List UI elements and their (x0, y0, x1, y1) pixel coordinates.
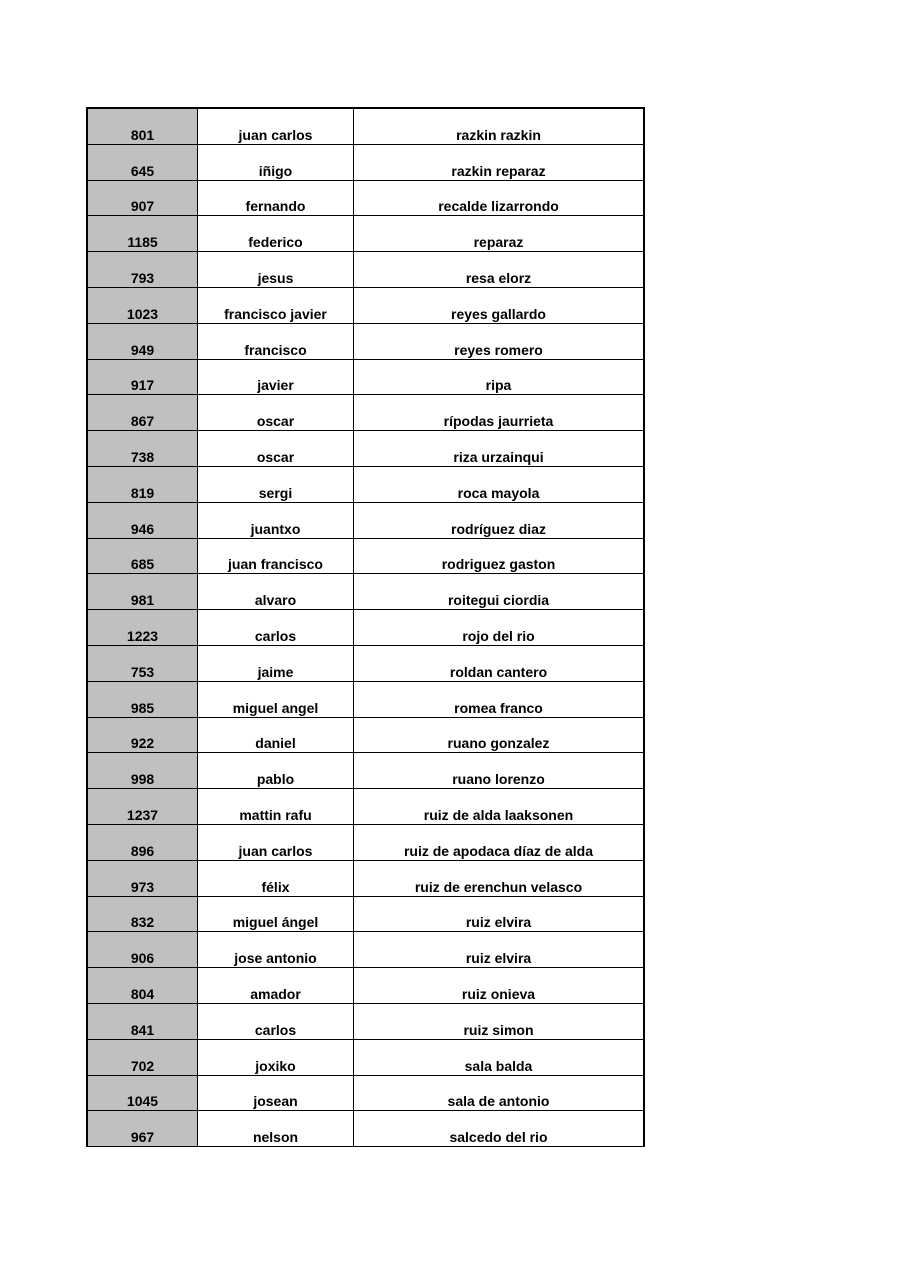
id-cell: 801 (88, 109, 198, 144)
id-cell: 753 (88, 646, 198, 681)
first-name-cell: miguel angel (198, 682, 354, 717)
table-row (88, 216, 643, 252)
table-row (88, 682, 643, 718)
last-name-cell: rodríguez diaz (451, 520, 546, 537)
table-row (88, 252, 643, 288)
id-cell: 1237 (88, 789, 198, 824)
last-name-cell: sala balda (464, 1057, 533, 1074)
table-row (88, 324, 643, 360)
first-name-cell: oscar (198, 431, 354, 466)
last-name-cell: ruano gonzalez (447, 735, 550, 752)
first-name-cell: nelson (198, 1111, 354, 1146)
id-cell: 804 (88, 968, 198, 1003)
first-name-cell: juan francisco (198, 539, 354, 574)
last-name-cell: romea franco (454, 699, 543, 716)
table-row (88, 753, 643, 789)
first-name-cell: miguel ángel (198, 897, 354, 932)
table-row (88, 467, 643, 503)
id-cell: 906 (88, 932, 198, 967)
id-cell: 1023 (88, 288, 198, 323)
id-cell: 832 (88, 897, 198, 932)
first-name-cell: daniel (198, 718, 354, 753)
id-cell: 967 (88, 1111, 198, 1146)
last-name-cell: razkin reparaz (451, 162, 546, 179)
last-name-cell: ruiz elvira (465, 914, 532, 931)
table-row (88, 1111, 643, 1147)
first-name-cell: francisco (198, 324, 354, 359)
id-cell: 896 (88, 825, 198, 860)
id-cell: 1185 (88, 216, 198, 251)
last-name-cell: ruiz onieva (461, 985, 536, 1002)
table-row (88, 646, 643, 682)
table-row (88, 431, 643, 467)
table-row (88, 861, 643, 897)
first-name-cell: amador (198, 968, 354, 1003)
last-name-cell: ruiz simon (463, 1021, 534, 1038)
last-name-cell: reyes romero (454, 341, 543, 358)
id-cell: 917 (88, 360, 198, 395)
first-name-cell: josean (198, 1076, 354, 1111)
first-name-cell: mattin rafu (198, 789, 354, 824)
last-name-cell: rojo del rio (462, 627, 535, 644)
first-name-cell: francisco javier (198, 288, 354, 323)
table-row (88, 574, 643, 610)
id-cell: 645 (88, 145, 198, 180)
table-row (88, 181, 643, 217)
table-row (88, 897, 643, 933)
table-row (88, 539, 643, 575)
first-name-cell: iñigo (198, 145, 354, 180)
table-row (88, 288, 643, 324)
table-row (88, 395, 643, 431)
first-name-cell: carlos (198, 1004, 354, 1039)
id-cell: 973 (88, 861, 198, 896)
first-name-cell: pablo (198, 753, 354, 788)
last-name-cell: rodriguez gaston (441, 556, 556, 573)
last-name-cell: razkin razkin (456, 126, 541, 143)
id-cell: 946 (88, 503, 198, 538)
first-name-cell: jesus (198, 252, 354, 287)
first-name-cell: oscar (198, 395, 354, 430)
last-name-cell: roca mayola (457, 484, 540, 501)
id-cell: 793 (88, 252, 198, 287)
last-name-cell: recalde lizarrondo (438, 198, 559, 215)
first-name-cell: alvaro (198, 574, 354, 609)
first-name-cell: jose antonio (198, 932, 354, 967)
last-name-cell: ruiz de erenchun velasco (414, 878, 583, 895)
table-row (88, 718, 643, 754)
last-name-cell: sala de antonio (447, 1093, 550, 1110)
last-name-cell: salcedo del rio (449, 1129, 548, 1146)
id-cell: 702 (88, 1040, 198, 1075)
id-cell: 998 (88, 753, 198, 788)
first-name-cell: fernando (198, 181, 354, 216)
table-row (88, 610, 643, 646)
first-name-cell: joxiko (198, 1040, 354, 1075)
first-name-cell: juantxo (198, 503, 354, 538)
id-cell: 819 (88, 467, 198, 502)
last-name-cell: ruiz de alda laaksonen (423, 806, 574, 823)
last-name-cell: reyes gallardo (451, 305, 546, 322)
last-name-cell: riza urzainqui (453, 448, 544, 465)
first-name-cell: sergi (198, 467, 354, 502)
table-row (88, 1004, 643, 1040)
table-row (88, 932, 643, 968)
last-name-cell: ruiz elvira (465, 950, 532, 967)
id-cell: 685 (88, 539, 198, 574)
table-row (88, 789, 643, 825)
id-cell: 867 (88, 395, 198, 430)
id-cell: 949 (88, 324, 198, 359)
last-name-cell: roitegui ciordia (447, 592, 550, 609)
participants-table (86, 107, 645, 1147)
first-name-cell: federico (198, 216, 354, 251)
id-cell: 907 (88, 181, 198, 216)
last-name-cell: roldan cantero (449, 663, 548, 680)
id-cell: 922 (88, 718, 198, 753)
first-name-cell: juan carlos (198, 109, 354, 144)
first-name-cell: carlos (198, 610, 354, 645)
table-row (88, 145, 643, 181)
last-name-cell: ripa (485, 377, 512, 394)
id-cell: 841 (88, 1004, 198, 1039)
first-name-cell: félix (198, 861, 354, 896)
table-row (88, 109, 643, 145)
first-name-cell: javier (198, 360, 354, 395)
id-cell: 738 (88, 431, 198, 466)
id-cell: 1223 (88, 610, 198, 645)
table-row (88, 968, 643, 1004)
last-name-cell: reparaz (473, 234, 524, 251)
table-row (88, 1040, 643, 1076)
table-row (88, 360, 643, 396)
last-name-cell: resa elorz (465, 269, 532, 286)
last-name-cell: rípodas jaurrieta (443, 413, 554, 430)
id-cell: 981 (88, 574, 198, 609)
table-row (88, 825, 643, 861)
first-name-cell: juan carlos (198, 825, 354, 860)
last-name-cell: ruano lorenzo (452, 771, 545, 788)
first-name-cell: jaime (198, 646, 354, 681)
id-cell: 985 (88, 682, 198, 717)
id-cell: 1045 (88, 1076, 198, 1111)
last-name-cell: ruiz de apodaca díaz de alda (403, 842, 594, 859)
table-row (88, 503, 643, 539)
table-row (88, 1076, 643, 1112)
